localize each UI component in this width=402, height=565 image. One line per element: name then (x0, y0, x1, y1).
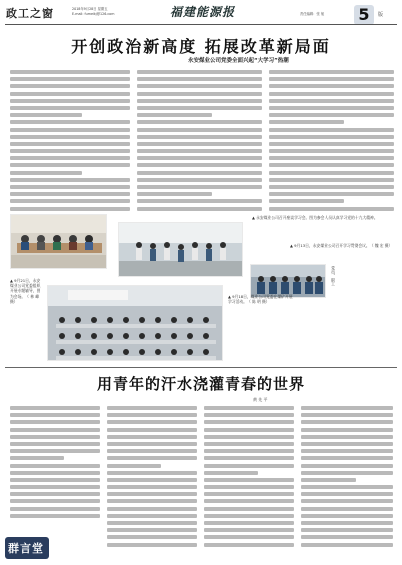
section-title: 政工之窗 (6, 7, 54, 20)
lecture-hall-photo (47, 285, 223, 361)
page-unit: 版 (378, 12, 384, 18)
article1-col1 (10, 70, 130, 214)
masthead (0, 0, 402, 27)
group-portrait-photo (250, 264, 326, 298)
paper-logo: 福建能源报 (170, 5, 236, 19)
caption-mid-right: ▲ 9月13日，永安煤业公司召开学习贯彻会议。（ 魏 宏 摄） (290, 243, 393, 248)
site-visit-photo (118, 222, 243, 277)
masthead-rule (5, 24, 397, 25)
column-badge-text: 群言堂 (8, 542, 44, 555)
article2-byline: 黄 先 平 (253, 397, 268, 402)
article1-col2 (137, 70, 262, 214)
issue-date: 2018年9月28日 星期五 (72, 7, 108, 11)
issue-email: E-mail: fumeikj@126.com (72, 12, 115, 16)
article1-col3 (269, 70, 394, 214)
article2-col3 (204, 406, 294, 550)
editor-credit: 责任编辑：张 航 (300, 12, 325, 16)
main-subhead: 永安煤业公司党委全面兴起“大学习”热潮 (188, 58, 289, 64)
main-headline: 开创政治新高度 拓展改革新局面 (71, 37, 331, 56)
article2-title: 用青年的汗水浇灌青春的世界 (96, 375, 305, 393)
caption-lower-right: ▲ 9月18日，煤业公司党委在煤矿开展学习活动。（ 陈 明 摄） (228, 294, 293, 305)
caption-mid-left: ▲ 9月21日，永安煤业公司党委组织开展专题辅导，图为会场。（ 林 峰 摄） (10, 278, 41, 304)
page-number: 5 (354, 5, 374, 25)
seminar-photo (10, 214, 107, 269)
article-divider (5, 367, 397, 368)
caption-top-right: ▲ 永安煤业公司召开座谈学习会。图为参会人员认真学习党的十九大精神。 (252, 215, 378, 220)
article2-col4 (301, 406, 393, 550)
article2-col1 (10, 406, 100, 521)
article2-col2 (107, 406, 197, 550)
vertical-caption: 党员、职工 (331, 266, 336, 286)
